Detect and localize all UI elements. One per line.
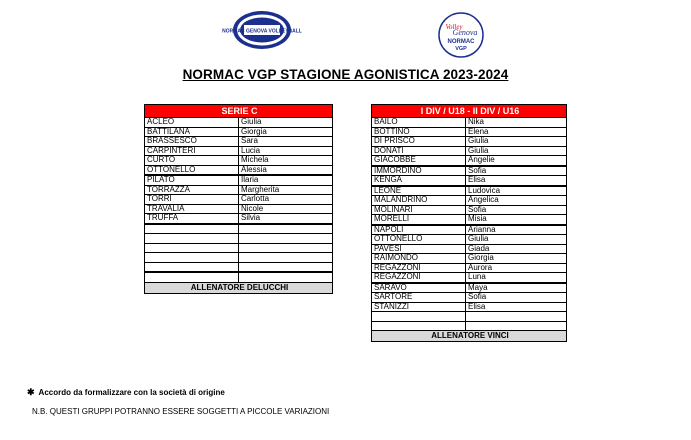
player-surname: IMMORDINO [372, 166, 466, 176]
table-row [145, 234, 333, 244]
player-surname: KENGA [372, 176, 466, 186]
svg-text:Volley: Volley [445, 23, 463, 31]
player-name: Elisa [466, 302, 567, 312]
player-surname: BRASSESCO [145, 137, 239, 147]
player-surname: REGAZZONI [372, 273, 466, 283]
player-surname [372, 321, 466, 331]
player-name: Angelica [466, 196, 567, 206]
player-name: Nika [466, 118, 567, 128]
table-row [372, 196, 567, 206]
player-surname: DI PRISCO [372, 137, 466, 147]
player-surname: LEONE [372, 186, 466, 196]
coach-row [372, 331, 567, 342]
player-surname: SARAVO [372, 283, 466, 293]
table-row [372, 166, 567, 176]
player-name [239, 224, 333, 234]
player-name [239, 272, 333, 282]
player-name [239, 262, 333, 272]
player-surname: BOTTINO [372, 127, 466, 137]
player-surname: CARPINTERI [145, 146, 239, 156]
player-surname [372, 312, 466, 322]
table-row [145, 185, 333, 195]
player-surname: SARTORE [372, 293, 466, 303]
table-row [145, 195, 333, 205]
player-surname [145, 253, 239, 263]
table-row [372, 156, 567, 166]
table-row [372, 254, 567, 264]
player-surname: NAPOLI [372, 225, 466, 235]
coach-name: ALLENATORE DELUCCHI [145, 282, 333, 293]
table-row [145, 253, 333, 263]
table-row [372, 235, 567, 245]
table-row [372, 273, 567, 283]
svg-text:VGP: VGP [455, 46, 467, 52]
agreement-note-text: Accordo da formalizzare con la società di origine [38, 388, 225, 397]
table-row [372, 176, 567, 186]
player-name: Giulia [466, 235, 567, 245]
player-surname: REGAZZONI [372, 263, 466, 273]
player-surname: OTTONELLO [372, 235, 466, 245]
player-name [239, 243, 333, 253]
player-name [239, 253, 333, 263]
table-heading: I DIV / U18 - II DIV / U16 [372, 105, 567, 118]
player-name: Misia [466, 215, 567, 225]
player-name: Ilaria [239, 175, 333, 185]
player-name: Sofia [466, 205, 567, 215]
player-surname: BATTILANA [145, 127, 239, 137]
table-row [372, 293, 567, 303]
player-name [466, 321, 567, 331]
normac-volleyball-logo [222, 10, 302, 50]
player-name: Ludovica [466, 186, 567, 196]
player-name: Giulia [466, 146, 567, 156]
player-surname: GIACOBBE [372, 156, 466, 166]
agreement-note [27, 387, 225, 398]
svg-text:NORMAC GENOVA VOLLEYBALL: NORMAC GENOVA VOLLEYBALL [222, 28, 302, 35]
table-row [372, 225, 567, 235]
player-surname [145, 224, 239, 234]
player-surname: CURTO [145, 156, 239, 166]
player-name: Silvia [239, 214, 333, 224]
table-row [145, 214, 333, 224]
coach-row [145, 282, 333, 293]
player-surname: MOLINARI [372, 205, 466, 215]
player-surname: ACLEO [145, 118, 239, 128]
table-row [145, 272, 333, 282]
player-surname: RAIMONDO [372, 254, 466, 264]
svg-text:NORMAC: NORMAC [447, 39, 475, 45]
player-name [466, 312, 567, 322]
table-row [145, 175, 333, 185]
player-name: Lucia [239, 146, 333, 156]
player-surname: TORRAZZA [145, 185, 239, 195]
player-name: Maya [466, 283, 567, 293]
table-row [145, 224, 333, 234]
table-row [372, 302, 567, 312]
player-name: Arianna [466, 225, 567, 235]
player-name: Alessia [239, 165, 333, 175]
table-row [145, 243, 333, 253]
player-surname: MORELLI [372, 215, 466, 225]
player-name: Elena [466, 127, 567, 137]
table-row [372, 312, 567, 322]
table-row [145, 165, 333, 175]
player-name: Nicole [239, 204, 333, 214]
player-name: Sofia [466, 293, 567, 303]
player-name: Michela [239, 156, 333, 166]
table-row [372, 186, 567, 196]
player-surname: PILATO [145, 175, 239, 185]
table-row [372, 137, 567, 147]
player-name: Sara [239, 137, 333, 147]
player-name: Giorgia [466, 254, 567, 264]
player-surname: PAVESI [372, 244, 466, 254]
serie-c-roster-table [144, 104, 333, 294]
table-row [372, 321, 567, 331]
coach-name: ALLENATORE VINCI [372, 331, 567, 342]
asterisk-icon: ✱ [27, 387, 35, 397]
player-name: Giulia [239, 118, 333, 128]
player-surname [145, 262, 239, 272]
player-name: Elisa [466, 176, 567, 186]
youth-roster-table [371, 104, 567, 342]
player-surname: BAILO [372, 118, 466, 128]
player-name: Giulia [466, 137, 567, 147]
table-row [145, 118, 333, 128]
player-name: Luna [466, 273, 567, 283]
table-row [372, 283, 567, 293]
table-row [145, 262, 333, 272]
player-surname: MALANDRINO [372, 196, 466, 206]
table-row [372, 118, 567, 128]
player-name: Aurora [466, 263, 567, 273]
table-row [372, 215, 567, 225]
table-row [145, 137, 333, 147]
player-surname: TRUFFA [145, 214, 239, 224]
player-name: Giada [466, 244, 567, 254]
player-name: Sofia [466, 166, 567, 176]
table-heading: SERIE C [145, 105, 333, 118]
player-name: Carlotta [239, 195, 333, 205]
variation-note: N.B. QUESTI GRUPPI POTRANNO ESSERE SOGGETTI A PICCOLE VARIAZIONI [32, 407, 330, 416]
volley-genova-normac-vgp-logo [437, 12, 485, 58]
player-surname: DONATI [372, 146, 466, 156]
player-name [239, 234, 333, 244]
player-name: Giorgia [239, 127, 333, 137]
player-name: Margherita [239, 185, 333, 195]
svg-text:Genova: Genova [452, 28, 478, 37]
page-title: NORMAC VGP STAGIONE AGONISTICA 2023-2024 [182, 67, 509, 82]
player-surname: TRAVALIA [145, 204, 239, 214]
player-surname: STANIZZI [372, 302, 466, 312]
table-row [145, 156, 333, 166]
player-surname [145, 243, 239, 253]
player-surname [145, 234, 239, 244]
player-surname [145, 272, 239, 282]
player-surname: TORRI [145, 195, 239, 205]
player-surname: OTTONELLO [145, 165, 239, 175]
player-name: Angelie [466, 156, 567, 166]
